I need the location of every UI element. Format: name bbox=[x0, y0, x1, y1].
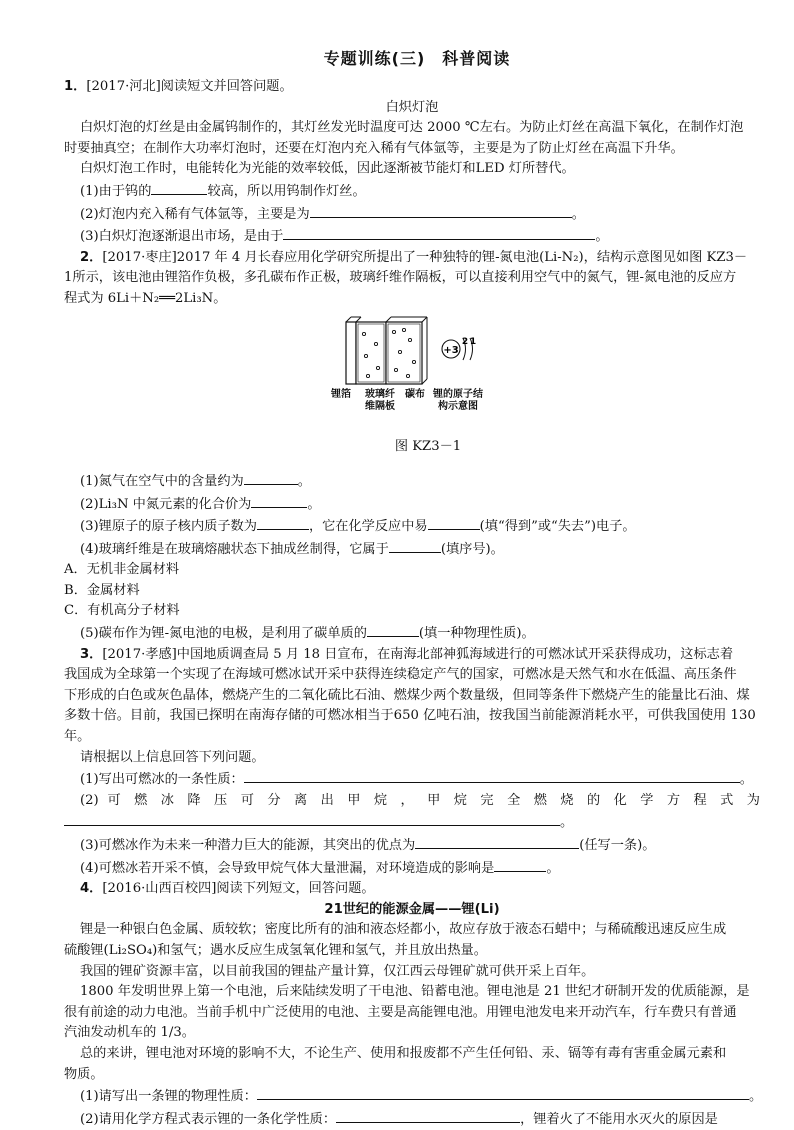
q2-source: [2017·枣庄] bbox=[102, 249, 177, 265]
q1-number: 1． bbox=[64, 79, 87, 94]
q1-sub3-blank[interactable] bbox=[283, 225, 595, 240]
q4-sub2-blank[interactable] bbox=[336, 1108, 520, 1123]
q1-sub1 bbox=[64, 180, 760, 203]
figure-caption: 图 KZ3－1 bbox=[394, 438, 462, 454]
q3-line3: 下形成的白色或灰色晶体，燃烧产生的二氧化硫比石油、燃煤少两个数量级，但同等条件下燃烧产生的能量比石油、煤 bbox=[64, 687, 750, 703]
q4-para1-line2: 硫酸锂(Li₂SO₄)和氢气；遇水反应生成氢氧化锂和氢气，并且放出热量。 bbox=[64, 942, 487, 958]
label-carbon-cloth: 碳布 bbox=[405, 388, 425, 400]
page-title: 专题训练(三) 科普阅读 bbox=[323, 49, 511, 68]
q3-sub1-text: (1)写出可燃冰的一条性质： bbox=[80, 772, 244, 788]
q2-sub4-text: (4)玻璃纤维是在玻璃熔融状态下抽成丝制得，它属于 bbox=[80, 541, 389, 557]
q3-line1-text: 中国地质调查局 5 月 18 日宣布，在南海北部神狐海域进行的可燃冰试开采获得成功，这标志着 bbox=[176, 646, 734, 662]
q2-sub1-blank[interactable] bbox=[244, 470, 298, 485]
shell-1-electrons: 2 bbox=[461, 336, 469, 347]
q1-sub1-blank[interactable] bbox=[151, 180, 207, 195]
q2-line3: 程式为 6Li＋N₂══2Li₃N。 bbox=[64, 290, 227, 306]
q4-sub1 bbox=[64, 1085, 763, 1108]
q4-para2: 我国的锂矿资源丰富，以目前我国的锂盐产量计算，仅江西云母锂矿就可供开采上百年。 bbox=[80, 963, 595, 979]
question-2 bbox=[64, 248, 760, 645]
battery-figure bbox=[64, 310, 760, 424]
q3-prompt: 请根据以上信息回答下列问题。 bbox=[80, 749, 265, 765]
q3-sub3-text-end: (任写一条)。 bbox=[579, 838, 656, 853]
q1-sub1-text: (1)由于钨的 bbox=[80, 183, 152, 199]
q2-line1 bbox=[64, 248, 760, 269]
q4-sub1-text: (1)请写出一条锂的物理性质： bbox=[80, 1089, 257, 1105]
q1-sub1-text-end: 较高，所以用钨制作灯丝。 bbox=[207, 183, 366, 199]
q2-sub5-blank[interactable] bbox=[367, 622, 419, 637]
q2-sub5 bbox=[64, 622, 760, 645]
lithium-atom-structure bbox=[442, 337, 476, 360]
q4-sub2 bbox=[64, 1108, 760, 1130]
q1-sub3 bbox=[64, 225, 760, 248]
label-glass-fiber-2: 维隔板 bbox=[365, 400, 395, 412]
question-1 bbox=[64, 77, 760, 248]
shell-2-electrons: 1 bbox=[469, 336, 477, 347]
q2-sub3-blank-2[interactable] bbox=[428, 515, 480, 530]
q2-sub5-text-end: (填一种物理性质)。 bbox=[418, 626, 535, 642]
q4-para4-line2: 物质。 bbox=[64, 1066, 104, 1082]
q2-sub2-text: (2)Li₃N 中氮元素的化合价为 bbox=[80, 496, 252, 512]
label-glass-fiber-1: 玻璃纤 bbox=[365, 388, 395, 400]
q1-sub2-text-end: 。 bbox=[571, 206, 585, 222]
q2-sub3 bbox=[64, 515, 760, 538]
q4-sub1-text-end: 。 bbox=[748, 1089, 763, 1105]
q3-sub3-text: (3)可燃冰作为未来一种潜力巨大的能源，其突出的优点为 bbox=[80, 838, 416, 853]
q2-sub2 bbox=[64, 493, 760, 516]
q4-article-title: 21世纪的能源金属——锂(Li) bbox=[324, 901, 500, 917]
q3-sub1 bbox=[64, 768, 760, 791]
q3-sub2-line2 bbox=[64, 811, 760, 834]
q3-sub3 bbox=[64, 834, 760, 857]
porous-carbon-cloth bbox=[386, 317, 427, 384]
q3-sub2-blank[interactable] bbox=[64, 811, 560, 826]
worksheet-page bbox=[64, 46, 763, 1130]
q3-sub1-text-end: 。 bbox=[739, 772, 753, 788]
q1-header bbox=[64, 77, 760, 98]
q2-sub3-blank-1[interactable] bbox=[257, 515, 309, 530]
q1-sub3-text: (3)白炽灯泡逐渐退出市场，是由于 bbox=[80, 229, 284, 245]
q3-sub4-text: (4)可燃冰若开采不慎，会导致甲烷气体大量泄漏，对环境造成的影响是 bbox=[80, 860, 495, 876]
q4-header bbox=[64, 879, 760, 900]
q2-sub1-text: (1)氮气在空气中的含量约为 bbox=[80, 473, 244, 489]
q2-sub2-text-end: 。 bbox=[307, 496, 321, 512]
q3-line1 bbox=[64, 645, 760, 666]
q2-sub4-blank[interactable] bbox=[389, 538, 441, 553]
q4-sub2-text-end: ，锂着火了不能用水灭火的原因是 bbox=[520, 1111, 718, 1127]
q4-source: [2016·山西百校四] bbox=[102, 881, 217, 897]
q3-sub2-text-end: 。 bbox=[560, 815, 574, 831]
q1-sub3-text-end: 。 bbox=[595, 229, 609, 245]
q2-sub1-text-end: 。 bbox=[297, 473, 311, 489]
q4-para4-line1: 总的来讲，锂电池对环境的影响不大，不论生产、使用和报废都不产生任何铅、汞、镉等有毒有害重金属元素和 bbox=[80, 1045, 727, 1061]
q1-sub2-blank[interactable] bbox=[310, 203, 572, 218]
q1-source: [2017·河北] bbox=[86, 79, 161, 94]
q2-sub3-text-mid: ，它在化学反应中易 bbox=[308, 519, 428, 535]
q3-sub3-blank[interactable] bbox=[415, 834, 579, 849]
q2-option-a: A．无机非金属材料 bbox=[64, 562, 180, 578]
q4-para3-line1: 1800 年发明世界上第一个电池，后来陆续发明了干电池、铅蓄电池。锂电池是 21 世纪才研制开发的优质能源，是 bbox=[80, 984, 750, 1000]
label-glass-fiber bbox=[360, 389, 400, 413]
q2-line2: 1所示，该电池由锂箔作负极，多孔碳布作正极，玻璃纤维作隔板，可以直接利用空气中的氮气，锂-氮电池的反应方 bbox=[64, 270, 737, 286]
q2-sub5-text: (5)碳布作为锂-氮电池的电极，是利用了碳单质的 bbox=[80, 626, 367, 642]
q4-para3-line3: 汽油发动机车的 1/3。 bbox=[64, 1025, 195, 1041]
label-atom-structure-2: 构示意图 bbox=[438, 400, 478, 412]
q2-sub2-blank[interactable] bbox=[251, 493, 307, 508]
q1-intro: 阅读短文并回答问题。 bbox=[160, 79, 293, 94]
q2-line1-text: 2017 年 4 月长春应用化学研究所提出了一种独特的锂-氮电池(Li-N₂)，结构示意图见如图 KZ3－ bbox=[176, 249, 748, 265]
q1-sub2-text: (2)灯泡内充入稀有气体氩等，主要是为 bbox=[80, 206, 310, 222]
q3-line4: 多数十倍。目前，我国已探明在南海存储的可燃冰相当于650 亿吨石油，按我国当前能源消耗水平，可供我国使用 130 bbox=[64, 708, 756, 724]
label-atom-structure bbox=[428, 389, 488, 413]
q3-sub1-blank[interactable] bbox=[244, 768, 740, 783]
q4-sub2-text: (2)请用化学方程式表示锂的一条化学性质： bbox=[80, 1111, 337, 1127]
q4-number: 4． bbox=[80, 881, 103, 897]
q2-sub4 bbox=[64, 538, 760, 561]
q2-sub1 bbox=[64, 470, 760, 493]
q3-sub4-text-end: 。 bbox=[546, 860, 560, 876]
question-3 bbox=[64, 645, 760, 880]
q3-line5: 年。 bbox=[64, 729, 91, 745]
q4-para1-line1: 锂是一种银白色金属、质较软；密度比所有的油和液态烃都小，故应存放于液态石蜡中；与稀硫酸迅速反应生成 bbox=[80, 922, 727, 938]
q1-para1-line2: 时要抽真空；在制作大功率灯泡时，还要在灯泡内充入稀有气体氩等，主要是为了防止灯丝在高温下升华。 bbox=[64, 140, 684, 156]
q2-option-b: B．金属材料 bbox=[64, 582, 140, 598]
q3-number: 3． bbox=[80, 646, 103, 662]
q3-line2: 我国成为全球第一个实现了在海域可燃冰试开采中获得连续稳定产气的国家，可燃冰是天然气和水在低温、高压条件 bbox=[64, 667, 737, 683]
q2-number: 2． bbox=[80, 249, 103, 265]
q1-sub2 bbox=[64, 203, 760, 226]
battery-diagram bbox=[64, 310, 760, 424]
label-atom-structure-1: 锂的原子结 bbox=[433, 388, 483, 400]
nucleus-charge: +3 bbox=[443, 344, 459, 356]
q2-option-c: C．有机高分子材料 bbox=[64, 603, 180, 619]
q2-sub3-text-end: (填“得到”或“失去”)电子。 bbox=[479, 519, 636, 535]
q4-intro: 阅读下列短文，回答问题。 bbox=[216, 881, 375, 897]
q4-para3-line2: 很有前途的动力电池。当前手机中广泛使用的电池、主要是高能锂电池。用锂电池发电来开动汽车，行车费只有普通 bbox=[64, 1004, 737, 1020]
q3-sub2-line1: (2) 可 燃 冰 降 压 可 分 离 出 甲 烷 ， 甲 烷 完 全 燃 烧 的 化 学 方 程 式 为 bbox=[80, 792, 760, 808]
q3-sub4 bbox=[64, 857, 760, 880]
question-4 bbox=[64, 879, 763, 1130]
q1-para1-line1: 白炽灯泡的灯丝是由金属钨制作的，其灯丝发光时温度可达 2000 ℃左右。为防止灯丝在高温下氧化，在制作灯泡 bbox=[80, 120, 744, 136]
q3-sub4-blank[interactable] bbox=[494, 857, 546, 872]
q2-sub4-text-end: (填序号)。 bbox=[440, 541, 504, 557]
q4-sub1-blank[interactable] bbox=[257, 1085, 749, 1100]
q2-sub3-text: (3)锂原子的原子核内质子数为 bbox=[80, 519, 257, 535]
q1-para2: 白炽灯泡工作时，电能转化为光能的效率较低，因此逐渐被节能灯和LED 灯所替代。 bbox=[80, 161, 575, 177]
q3-source: [2017·孝感] bbox=[102, 646, 177, 662]
label-lithium-foil: 锂箔 bbox=[331, 388, 351, 400]
q1-article-title: 白炽灯泡 bbox=[385, 99, 439, 115]
